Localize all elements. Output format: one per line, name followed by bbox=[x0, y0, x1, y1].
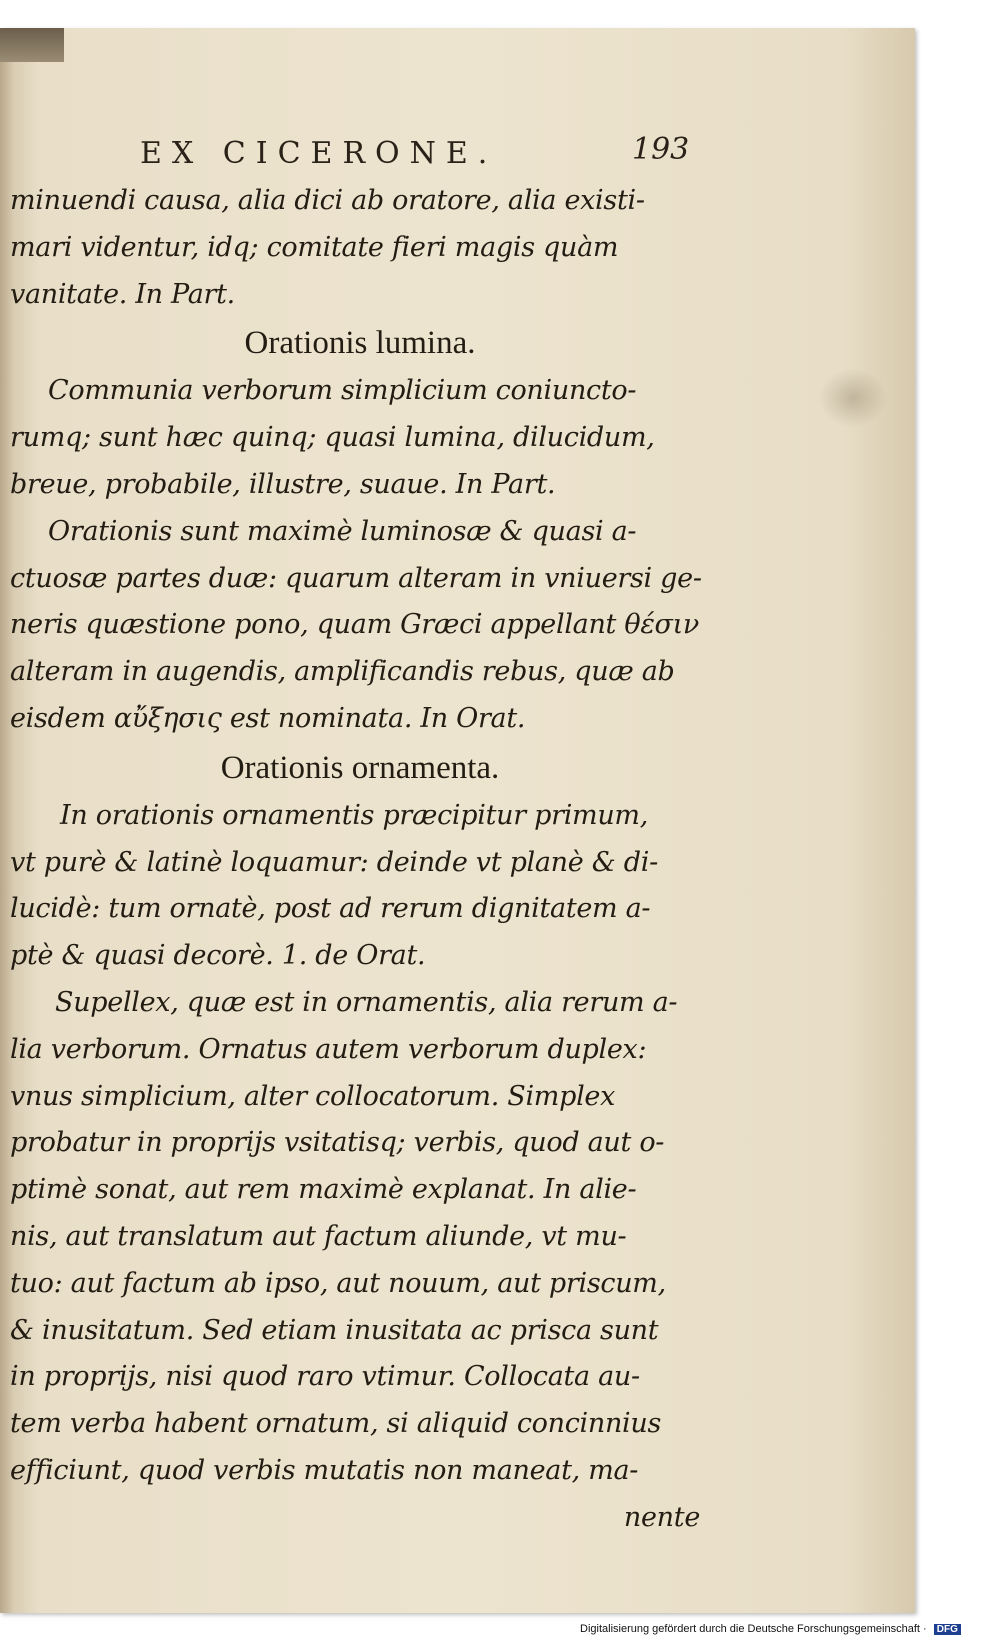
text-line: minuendi causa, alia dici ab oratore, alia existi- bbox=[10, 185, 645, 216]
text-line: breue, probabile, illustre, suaue. In Part. bbox=[10, 468, 556, 500]
text-line: ptè & quasi decorè. 1. de Orat. bbox=[10, 940, 426, 972]
text-line: in proprijs, nisi quod raro vtimur. Collocata au- bbox=[10, 1361, 640, 1393]
binding-edge bbox=[0, 28, 64, 62]
text-line: nis, aut translatum aut factum aliunde, vt mu- bbox=[10, 1220, 627, 1252]
running-head: EX CICERONE. bbox=[140, 136, 498, 171]
text-line: tem verba habent ornatum, si aliquid concinnius bbox=[10, 1408, 662, 1440]
text-line: In orationis ornamentis præcipitur primum, bbox=[60, 799, 649, 831]
section-heading: Orationis lumina. bbox=[244, 325, 476, 362]
text-line: mari videntur, idq; comitate fieri magis quàm bbox=[10, 231, 619, 263]
text-line: neris quæstione pono, quam Græci appellant θέσιν bbox=[10, 609, 700, 641]
text-line: ctuosæ partes duæ: quarum alteram in vniuersi ge- bbox=[10, 562, 702, 594]
text-line: Supellex, quæ est in ornamentis, alia rerum a- bbox=[55, 986, 678, 1018]
text-line: alteram in augendis, amplificandis rebus, quæ ab bbox=[10, 656, 675, 688]
text-line: vnus simplicium, alter collocatorum. Simplex bbox=[10, 1080, 616, 1112]
text-line: Orationis sunt maximè luminosæ & quasi a- bbox=[48, 515, 637, 547]
catchword: nente bbox=[623, 1501, 700, 1533]
book-page bbox=[0, 28, 915, 1613]
text-line: vt purè & latinè loquamur: deinde vt planè & di- bbox=[10, 846, 658, 878]
text-line: ptimè sonat, aut rem maximè explanat. In alie- bbox=[10, 1174, 637, 1206]
text-line: lia verborum. Ornatus autem verborum duplex: bbox=[10, 1033, 647, 1065]
text-line: vanitate. In Part. bbox=[10, 278, 235, 310]
text-line: tuo: aut factum ab ipso, aut nouum, aut priscum, bbox=[10, 1267, 666, 1299]
paper-stain bbox=[818, 368, 888, 428]
body-text bbox=[10, 178, 710, 1542]
text-line: eisdem αὔξησις est nominata. In Orat. bbox=[10, 702, 526, 734]
text-line: efficiunt, quod verbis mutatis non maneat, ma- bbox=[10, 1454, 639, 1486]
text-line: & inusitatum. Sed etiam inusitata ac prisca sunt bbox=[10, 1314, 659, 1346]
text-line: probatur in proprijs vsitatisq; verbis, quod aut o- bbox=[10, 1127, 665, 1159]
text-line: lucidè: tum ornatè, post ad rerum dignitatem a- bbox=[10, 893, 651, 925]
credit-text: Digitalisierung gefördert durch die Deutsche Forschungsgemeinschaft · bbox=[580, 1623, 927, 1635]
text-line: Communia verborum simplicium coniuncto- bbox=[48, 375, 637, 407]
text-line: rumq; sunt hæc quinq; quasi lumina, dilucidum, bbox=[10, 422, 655, 454]
digitization-credit bbox=[580, 1623, 961, 1635]
dfg-logo: DFG bbox=[934, 1624, 961, 1635]
page-number: 193 bbox=[632, 132, 690, 167]
section-heading: Orationis ornamenta. bbox=[220, 749, 500, 786]
